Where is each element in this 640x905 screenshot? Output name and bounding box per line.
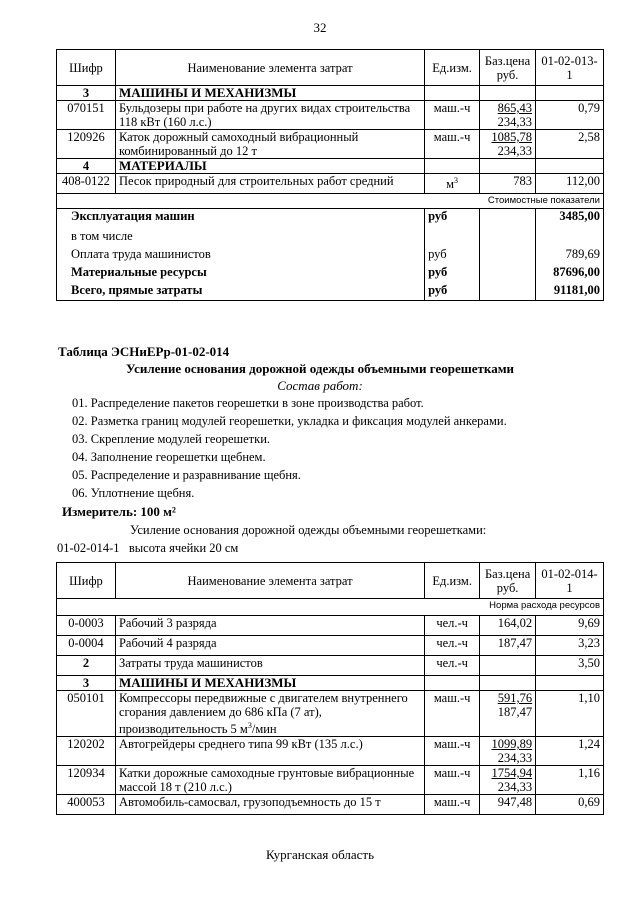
norm-code: 01-02-014-1 [57,541,120,555]
table-title: Таблица ЭСНиЕРр-01-02-014 [58,344,230,359]
header-unit: Ед.изм. [425,563,480,599]
row-price: 865,43 [497,101,533,115]
row-value: 1,24 [536,737,604,766]
section-name: МАШИНЫ И МЕХАНИЗМЫ [115,86,424,101]
work-composition-title: Состав работ: [277,378,363,393]
header-name: Наименование элемента затрат [115,50,424,86]
work-item: 06. Уплотнение щебня. [72,486,195,500]
norm-description: Усиление основания дорожной одежды объемными георешетками: [130,523,487,537]
table-heading: Усиление основания дорожной одежды объемными георешетками [125,361,515,376]
row-unit: маш.-ч [425,737,480,766]
group-value: 3,50 [536,656,604,676]
row-unit: маш.-ч [425,691,480,737]
row-price: 1754,94 [491,766,533,781]
section-number: 3 [57,676,116,691]
summary-name: Эксплуатация машин [57,209,425,229]
summary-name: в том числе [57,229,425,247]
row-shifr: 120202 [57,737,116,766]
summary-value: 789,69 [536,247,604,265]
header-unit: Ед.изм. [425,50,480,86]
summary-name: Всего, прямые затраты [57,283,425,301]
header-code: 01-02-013-1 [536,50,604,86]
row-price-labor: 234,33 [497,780,533,795]
row-shifr: 408-0122 [57,174,116,194]
row-value: 0,69 [536,795,604,815]
row-name: Автомобиль-самосвал, грузоподъемность до 15 т [115,795,424,815]
summary-name: Материальные ресурсы [57,265,425,283]
group-number: 2 [57,656,116,676]
row-price: 187,47 [480,636,536,656]
row-name: Автогрейдеры среднего типа 99 кВт (135 л.с.) [115,737,424,766]
section-number: 4 [57,159,116,174]
summary-unit: руб [425,283,480,301]
row-shifr: 0-0004 [57,636,116,656]
work-item: 05. Распределение и разравнивание щебня. [72,468,301,482]
row-value: 0,79 [536,101,604,130]
row-unit: чел.-ч [425,616,480,636]
row-name: Компрессоры передвижные с двигателем внутреннего сгорания давлением до 686 кПа (7 ат), производительность 5 $м^3$/мин [115,691,424,737]
header-price: Баз.цена руб. [480,563,536,599]
row-shifr: 0-0003 [57,616,116,636]
measure-unit: Измеритель: 100 м² [62,504,176,519]
header-shifr: Шифр [57,563,116,599]
summary-unit: руб [425,247,480,265]
row-price: 1085,78 [491,130,533,144]
row-price: 947,48 [480,795,536,815]
row-price-labor: 234,33 [497,751,533,766]
group-unit: чел.-ч [425,656,480,676]
row-shifr: 400053 [57,795,116,815]
footer-region: Курганская область [265,847,375,862]
norm-code-line [57,541,238,556]
group-name: Затраты труда машинистов [115,656,424,676]
row-unit: маш.-ч [425,766,480,795]
row-name: Бульдозеры при работе на других видах строительства 118 кВт (160 л.с.) [115,101,424,130]
row-name: Катки дорожные самоходные грунтовые вибрационные массой 18 т (210 л.с.) [115,766,424,795]
row-value: 1,16 [536,766,604,795]
section-name: МАШИНЫ И МЕХАНИЗМЫ [115,676,424,691]
work-item: 01. Распределение пакетов георешетки в зоне производства работ. [72,396,424,410]
row-value: 2,58 [536,130,604,159]
row-value: 3,23 [536,636,604,656]
row-value: 1,10 [536,691,604,737]
row-value: 112,00 [536,174,604,194]
row-name: Рабочий 4 разряда [115,636,424,656]
section-name: МАТЕРИАЛЫ [115,159,424,174]
header-price: Баз.цена руб. [480,50,536,86]
summary-value: 91181,00 [536,283,604,301]
row-name: Рабочий 3 разряда [115,616,424,636]
row-price: 1099,89 [491,737,533,752]
row-unit: маш.-ч [425,101,480,130]
cost-indicators-label: Стоимостные показатели [57,194,604,209]
norm-name: высота ячейки 20 см [128,541,239,555]
header-name: Наименование элемента затрат [115,563,424,599]
page-number: 32 [313,20,327,35]
cost-table-1 [56,49,604,301]
norm-label: Норма расхода ресурсов [57,599,604,616]
row-value: 9,69 [536,616,604,636]
summary-unit: руб [425,209,480,229]
row-unit: маш.-ч [425,130,480,159]
row-shifr: 120934 [57,766,116,795]
row-unit: $м^3$ [425,174,480,194]
work-item: 04. Заполнение георешетки щебнем. [72,450,266,464]
work-item: 02. Разметка границ модулей георешетки, укладка и фиксация модулей анкерами. [72,414,507,428]
summary-value: 87696,00 [536,265,604,283]
summary-value: 3485,00 [536,209,604,229]
row-price-labor: 234,33 [497,144,533,158]
row-shifr: 050101 [57,691,116,737]
work-item: 03. Скрепление модулей георешетки. [72,432,271,446]
cost-table-2 [56,562,604,815]
header-code: 01-02-014-1 [536,563,604,599]
row-shifr: 120926 [57,130,116,159]
row-shifr: 070151 [57,101,116,130]
row-name: Каток дорожный самоходный вибрационный комбинированный до 12 т [115,130,424,159]
row-price: 591,76 [497,691,533,705]
section-number: 3 [57,86,116,101]
summary-name: Оплата труда машинистов [57,247,425,265]
row-unit: маш.-ч [425,795,480,815]
row-name: Песок природный для строительных работ средний [115,174,424,194]
row-price-labor: 234,33 [497,115,533,129]
row-price-labor: 187,47 [497,705,533,719]
summary-unit: руб [425,265,480,283]
row-price: 164,02 [480,616,536,636]
header-shifr: Шифр [57,50,116,86]
row-price: 783 [480,174,536,194]
row-unit: чел.-ч [425,636,480,656]
